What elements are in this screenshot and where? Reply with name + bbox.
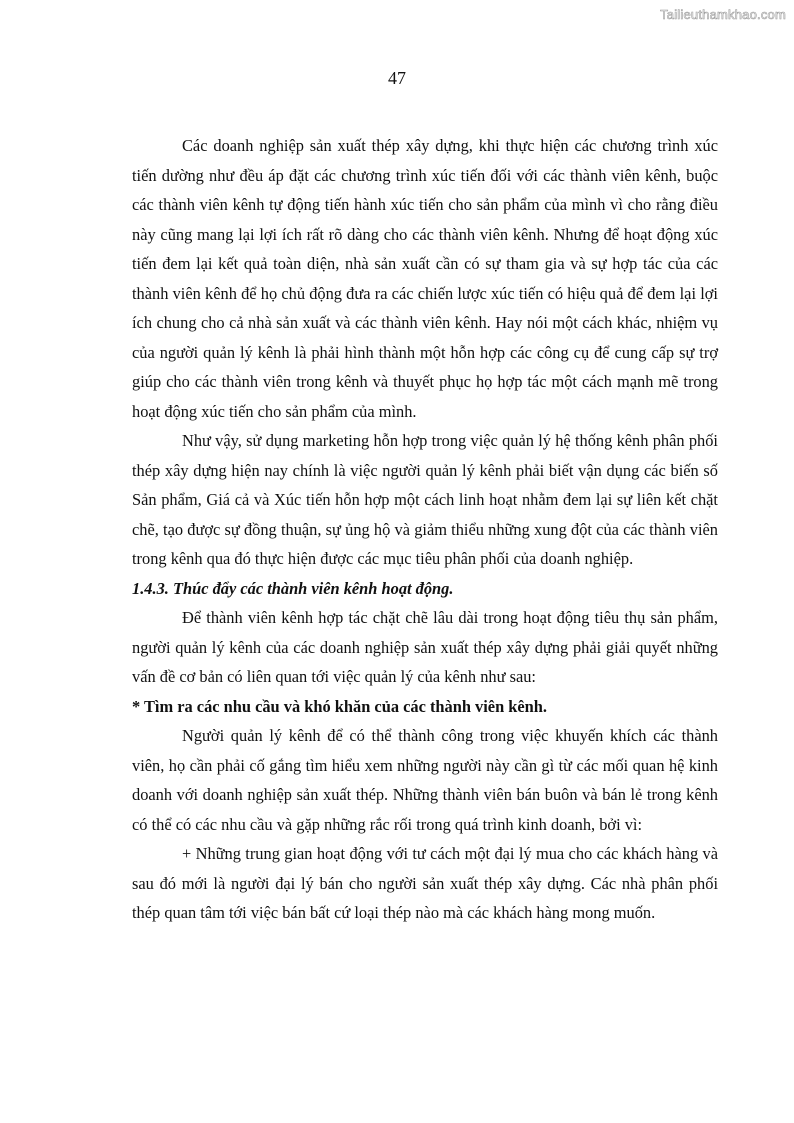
paragraph-intermediaries: + Những trung gian hoạt động với tư cách một đại lý mua cho các khách hàng và sau đó mới là người đại lý bán cho người sản xuất thép xây dựng. Các nhà phân phối thép quan tâm tới việc bán bất cứ loại thép nào mà các khách hàng mong muốn. [132,844,718,922]
watermark: Tailieuthamkhao.com [660,7,786,22]
paragraph-cooperation: Để thành viên kênh hợp tác chặt chẽ lâu dài trong hoạt động tiêu thụ sản phẩm, người quản lý kênh của các doanh nghiệp sản xuất thép xây dựng phải giải quyết những vấn đề cơ bản có liên quan tới việc quản lý của kênh như sau: [132,608,718,686]
page-number: 47 [388,68,406,88]
document-body [132,131,718,928]
paragraph-promotion: Các doanh nghiệp sản xuất thép xây dựng, khi thực hiện các chương trình xúc tiến dường như đều áp đặt các chương trình xúc tiến đối với các thành viên kênh, buộc các thành viên kênh tự động tiến hành xúc tiến cho sản phẩm của mình vì cho rằng điều này cũng mang lại lợi ích rất rõ dàng cho các thành viên kênh. Nhưng để hoạt động xúc tiến đem lại kết quả toàn diện, nhà sản xuất cần có sự tham gia và sự hợp tác của các thành viên kênh để họ chủ động đưa ra các chiến lược xúc tiến có hiệu quả để đem lại lợi ích chung cho cả nhà sản xuất và các thành viên kênh. Hay nói một cách khác, nhiệm vụ của người quản lý kênh là phải hình thành một hỗn hợp các công cụ để cung cấp sự trợ giúp cho các thành viên trong kênh và thuyết phục họ hợp tác một cách mạnh mẽ trong hoạt động xúc tiến cho sản phẩm của mình. [132,136,718,421]
paragraph-needs: Người quản lý kênh để có thể thành công trong việc khuyến khích các thành viên, họ cần phải cố gắng tìm hiểu xem những người này cần gì từ các mối quan hệ kinh doanh với doanh nghiệp sản xuất thép. Những thành viên bán buôn và bán lẻ trong kênh có thể có các nhu cầu và gặp những rắc rối trong quá trình kinh doanh, bởi vì: [132,726,718,834]
section-heading: 1.4.3. Thúc đẩy các thành viên kênh hoạt động. [132,578,454,598]
paragraph-marketing-mix: Như vậy, sử dụng marketing hỗn hợp trong việc quản lý hệ thống kênh phân phối thép xây dựng hiện nay chính là việc người quản lý kênh phải biết vận dụng các biến số Sản phẩm, Giá cả và Xúc tiến hỗn hợp một cách linh hoạt nhằm đem lại sự liên kết chặt chẽ, tạo được sự đồng thuận, sự ủng hộ và giảm thiểu những xung đột của các thành viên trong kênh qua đó thực hiện được các mục tiêu phân phối của doanh nghiệp. [132,431,718,568]
sub-heading: * Tìm ra các nhu cầu và khó khăn của các thành viên kênh. [132,696,548,716]
